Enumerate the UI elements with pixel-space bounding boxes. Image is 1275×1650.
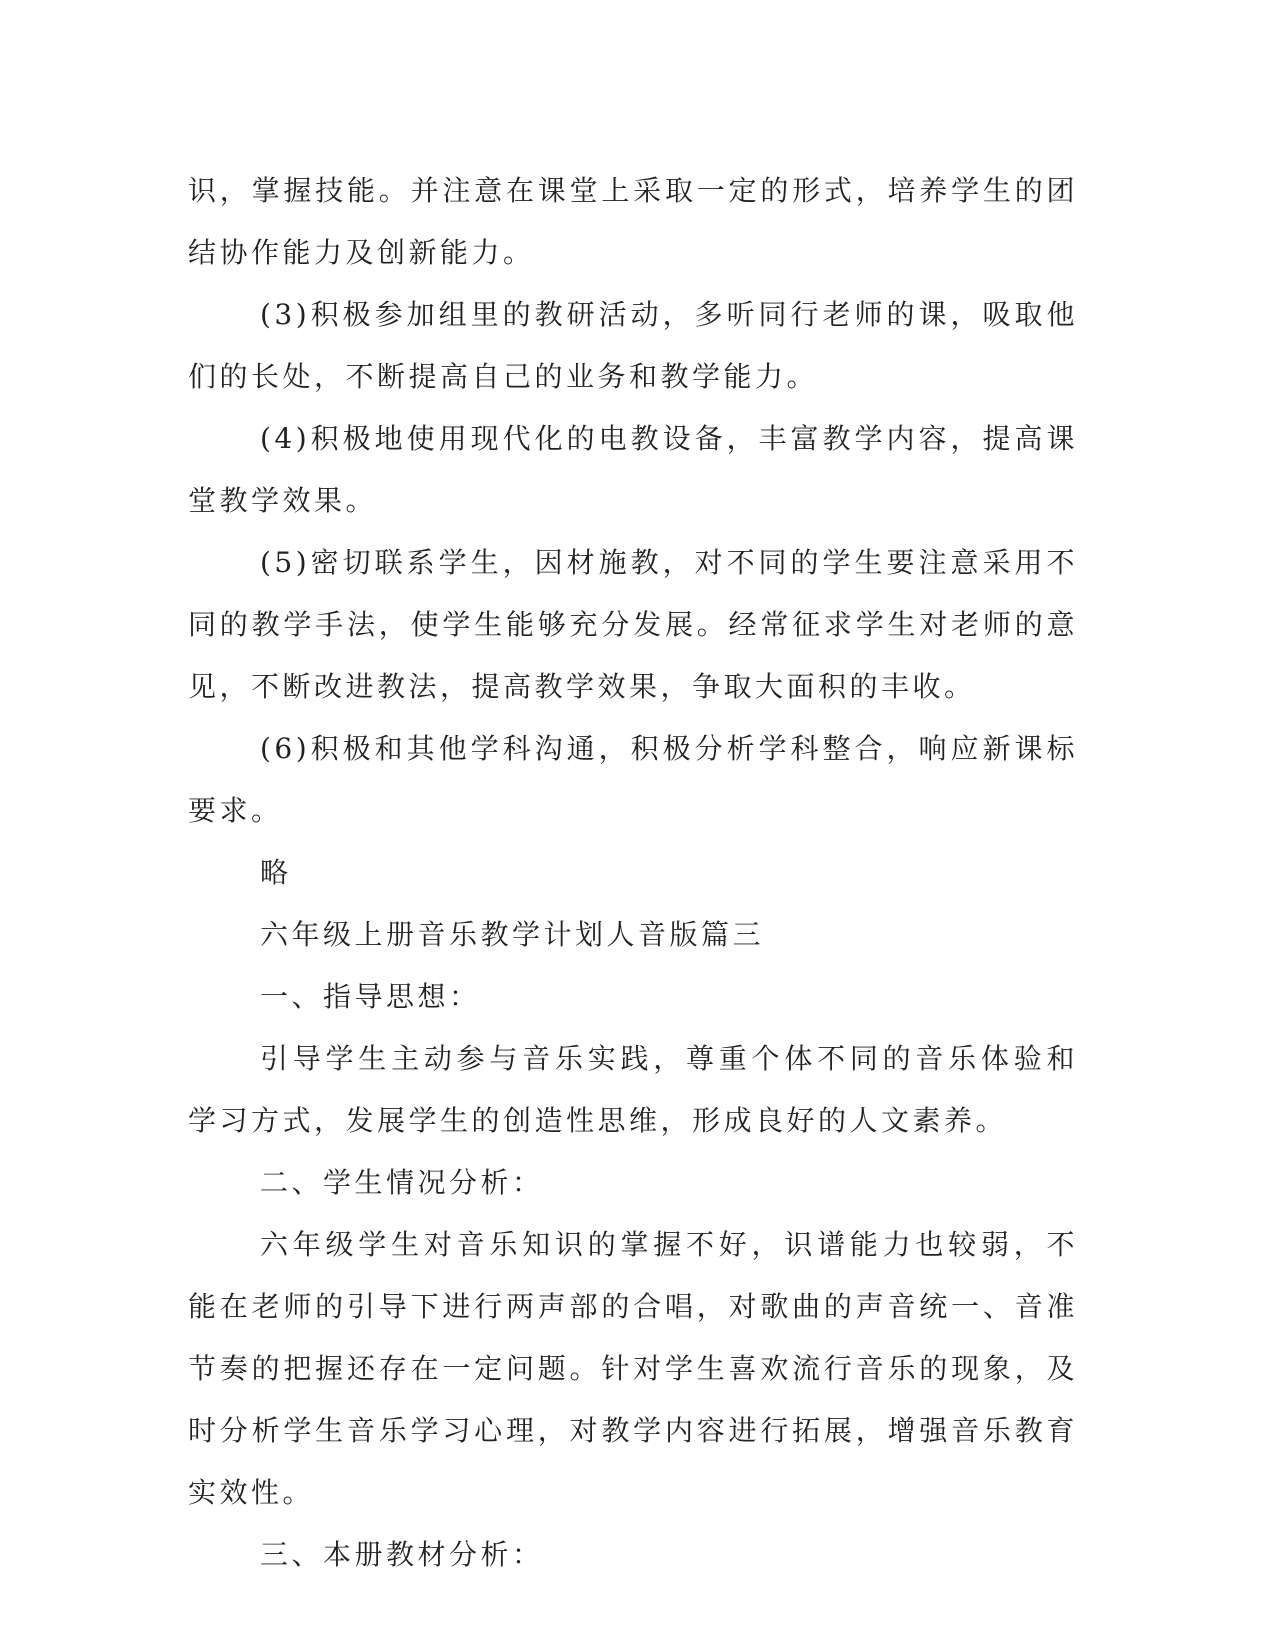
- heading-student-analysis: 二、学生情况分析：: [260, 1166, 544, 1199]
- paragraph-student-analysis: 六年级学生对音乐知识的掌握不好，识谱能力也较弱，不能在老师的引导下进行两声部的合唱，对歌曲的声音统一、音准节奏的把握还存在一定问题。针对学生喜欢流行音乐的现象，及时分析学生音乐学习心理，对教学内容进行拓展，增强音乐教育实效性。: [188, 1228, 1078, 1509]
- paragraph-6: 略: [260, 856, 292, 889]
- paragraph-4: (5)密切联系学生，因材施教，对不同的学生要注意采用不同的教学手法，使学生能够充分发展。经常征求学生对老师的意见，不断改进教法，提高教学效果，争取大面积的丰收。: [188, 546, 1078, 703]
- document-body: [188, 160, 1078, 1586]
- paragraph-3: (4)积极地使用现代化的电教设备，丰富教学内容，提高课堂教学效果。: [188, 422, 1078, 517]
- paragraph-guiding-thought: 引导学生主动参与音乐实践，尊重个体不同的音乐体验和学习方式，发展学生的创造性思维，形成良好的人文素养。: [188, 1042, 1078, 1137]
- paragraph-5: (6)积极和其他学科沟通，积极分析学科整合，响应新课标要求。: [188, 732, 1078, 827]
- heading-guiding-thought: 一、指导思想：: [260, 980, 481, 1013]
- paragraph-2: (3)积极参加组里的教研活动，多听同行老师的课，吸取他们的长处，不断提高自己的业务和教学能力。: [188, 298, 1078, 393]
- section-title: 六年级上册音乐教学计划人音版篇三: [260, 918, 765, 951]
- paragraph-1: 识，掌握技能。并注意在课堂上采取一定的形式，培养学生的团结协作能力及创新能力。: [188, 174, 1078, 269]
- heading-textbook-analysis: 三、本册教材分析：: [260, 1538, 544, 1571]
